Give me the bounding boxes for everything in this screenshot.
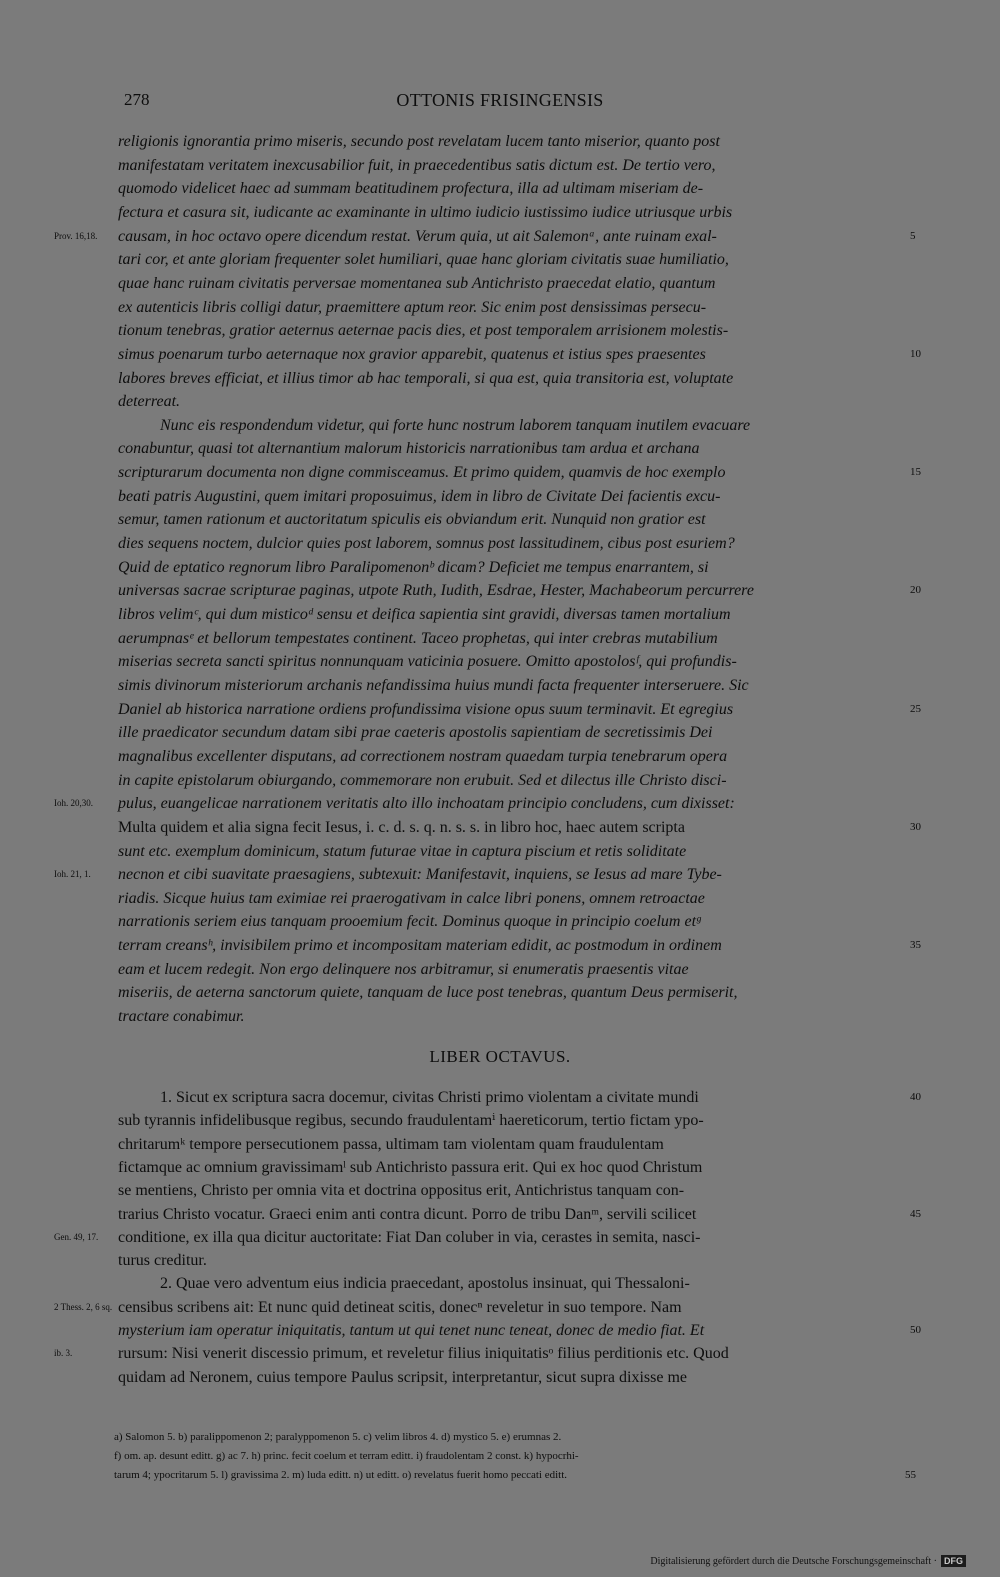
line-text: dies sequens noctem, dulcior quies post laborem, somnus post lassitudinem, cibus post esuriem? xyxy=(118,535,735,553)
line-text: terram creansʰ, invisibilem primo et incompositam materiam edidit, ac postmodum in ordinem xyxy=(118,937,722,955)
line-text: magnalibus excellenter disputans, ad correctionem nostram quaedam turpia tenebrarum opera xyxy=(118,747,728,765)
line-text: tractare conabimur. xyxy=(118,1008,245,1026)
line-text: sunt etc. exemplum dominicum, statum futurae vitae in captura piscium et retis soliditate xyxy=(118,842,687,860)
text-line xyxy=(0,225,1000,248)
text-line xyxy=(0,1366,1000,1389)
text-line xyxy=(0,934,1000,957)
line-text: universas sacrae scripturae paginas, utpote Ruth, Iudith, Esdrae, Hester, Machabeorum percurrere xyxy=(118,582,754,600)
line-text: trarius Christo vocatur. Graeci enim anti contra dicunt. Porro de tribu Danᵐ, servili scilicet xyxy=(118,1205,697,1223)
line-number: 50 xyxy=(910,1324,921,1336)
line-text: manifestatam veritatem inexcusabilior fuit, in praecedentibus satis dictum est. De tertio vero, xyxy=(118,156,716,174)
margin-reference: Ioh. 20,30. xyxy=(54,798,93,809)
line-number: 10 xyxy=(910,347,921,360)
text-line xyxy=(0,863,1000,886)
line-text: tari cor, et ante gloriam frequenter solet humiliari, quae hanc gloriam civitatis suae humiliatio, xyxy=(118,251,729,269)
line-text: fictamque ac omnium gravissimamˡ sub Antichristo passura erit. Qui ex hoc quod Christum xyxy=(118,1158,703,1176)
text-line xyxy=(0,1296,1000,1319)
margin-reference: Ioh. 21, 1. xyxy=(54,869,91,880)
text-line xyxy=(0,1319,1000,1342)
text-line xyxy=(0,1272,1000,1295)
line-text: eam et lucem redegit. Non ergo delinquere nos arbitramur, si enumeratis praesentis vitae xyxy=(118,960,689,978)
line-text: tionum tenebras, gratior aeternus aeternae pacis dies, et post temporalem arrisionem molestis- xyxy=(118,322,729,340)
text-line xyxy=(0,1086,1000,1109)
running-head: OTTONIS FRISINGENSIS xyxy=(396,90,604,110)
line-text: 1. Sicut ex scriptura sacra docemur, civitas Christi primo violentam a civitate mundi xyxy=(160,1089,699,1106)
line-text: fectura et casura sit, iudicante ac examinante in ultimo iudicio iustissimo iudice utriusque urbis xyxy=(118,203,733,221)
text-line xyxy=(0,390,1000,413)
line-text: miseriis, de aeterna sanctorum quiete, tanquam de luce post tenebras, quantum Deus permiserit, xyxy=(118,984,738,1002)
text-line xyxy=(0,130,1000,153)
line-text: conabuntur, quasi tot alternantium malorum historicis narrationibus tam ardua et archana xyxy=(118,440,700,458)
text-line xyxy=(0,556,1000,579)
line-text: 2. Quae vero adventum eius indicia praecedant, apostolus insinuat, qui Thessaloni- xyxy=(160,1275,690,1293)
line-text: libros velimᶜ, qui dum misticoᵈ sensu et deifica sapientia sint gravidi, diversas tamen mortalium xyxy=(118,606,731,623)
text-line xyxy=(0,437,1000,460)
line-text: labores breves efficiat, et illius timor ab hac temporali, si qua est, quia transitoria est, voluptate xyxy=(118,369,734,387)
line-number: 5 xyxy=(910,229,916,242)
margin-reference: Gen. 49, 17. xyxy=(54,1231,99,1242)
line-text: ille praedicator secundum datam sibi prae caeteris apostolis sapientiam de secretissimis Dei xyxy=(118,724,713,742)
dfg-logo: DFG xyxy=(941,1555,966,1567)
footnote-line: tarum 4; ypocritarum 5. l) gravissima 2. m) luda editt. n) ut editt. o) revelatus fuerit homo peccati editt. xyxy=(114,1469,568,1481)
line-text: se mentiens, Christo per omnia vita et doctrina oppositus erit, Antichristus tanquam con- xyxy=(118,1182,685,1200)
line-number: 40 xyxy=(910,1091,921,1103)
text-line xyxy=(0,414,1000,437)
text-line xyxy=(0,508,1000,531)
line-text: mysterium iam operatur iniquitatis, tantum ut qui tenet nunc teneat, donec de medio fiat. Et xyxy=(118,1322,705,1339)
line-number: 45 xyxy=(910,1207,921,1220)
line-text: turus creditur. xyxy=(118,1252,207,1270)
text-line xyxy=(0,319,1000,342)
margin-reference: 2 Thess. 2, 6 sq. xyxy=(54,1301,113,1312)
line-text: ex autenticis libris colligi datur, praemittere aptum reor. Sic enim post densissimas persecu- xyxy=(118,298,707,316)
text-line xyxy=(0,887,1000,910)
line-text: simis divinorum misteriorum archanis nefandissima huius mundi facta frequenter interseruere. Sic xyxy=(118,676,749,694)
line-text: in capite epistolarum obiurgando, commemorare non erubuit. Sed et dilectus ille Christo disci- xyxy=(118,771,727,789)
text-line xyxy=(0,154,1000,177)
text-line xyxy=(0,579,1000,602)
text-line xyxy=(0,201,1000,224)
line-text: beati patris Augustini, quem imitari proposuimus, idem in libro de Civitate Dei facientis excu- xyxy=(118,487,721,505)
line-number: 55 xyxy=(905,1469,916,1481)
line-text: riadis. Sicque huius tam eximiae rei praerogativam in calce libri ponens, omnem retroactae xyxy=(118,889,705,907)
line-number: 35 xyxy=(910,939,921,952)
text-line xyxy=(0,1005,1000,1028)
text-line xyxy=(0,698,1000,721)
line-text: sub tyrannis infidelibusque regibus, secundo fraudulentamⁱ haereticorum, tertio fictam ypo- xyxy=(118,1112,704,1130)
page-number: 278 xyxy=(124,90,150,109)
line-number: 20 xyxy=(910,584,921,597)
text-line xyxy=(0,1133,1000,1156)
line-text: miserias secreta sancti spiritus nonnunquam vaticinia posuere. Omitto apostolosᶠ, qui profundis- xyxy=(118,653,737,671)
text-line xyxy=(0,485,1000,508)
text-line xyxy=(0,840,1000,863)
line-text: censibus scribens ait: Et nunc quid detineat scitis, donecⁿ reveletur in suo tempore. Nam xyxy=(118,1298,682,1316)
text-line xyxy=(0,674,1000,697)
line-text: rursum: Nisi venerit discessio primum, et reveletur filius iniquitatisᵒ filius perditionis etc. Quod xyxy=(118,1345,729,1363)
text-line xyxy=(0,792,1000,815)
line-text: aerumpnasᵉ et bellorum tempestates continent. Taceo prophetas, qui inter crebras mutabilium xyxy=(118,629,718,647)
margin-reference: ib. 3. xyxy=(54,1348,73,1359)
margin-reference: Prov. 16,18. xyxy=(54,230,98,241)
line-text: semur, tamen rationum et auctoritatum spiculis eis obviandum erit. Nunquid non gratior est xyxy=(118,511,706,529)
line-text: pulus, euangelicae narrationem veritatis alto illo inchoatam principio concludens, cum dixisset: xyxy=(118,795,735,813)
text-line xyxy=(0,1342,1000,1365)
liber-title: LIBER OCTAVUS. xyxy=(429,1047,571,1066)
text-line xyxy=(0,532,1000,555)
text-line xyxy=(0,745,1000,768)
line-number: 15 xyxy=(910,466,921,479)
line-text: religionis ignorantia primo miseris, secundo post revelatam lucem tanto miserior, quanto post xyxy=(118,133,720,150)
text-line xyxy=(0,769,1000,792)
line-text: quomodo videlicet haec ad summam beatitudinem profectura, illa ad ultimam miseriam de- xyxy=(118,180,704,198)
text-line xyxy=(0,910,1000,933)
line-text: causam, in hoc octavo opere dicendum restat. Verum quia, ut ait Salemonᵃ, ante ruinam exal- xyxy=(118,227,717,245)
text-line xyxy=(0,272,1000,295)
text-line xyxy=(0,650,1000,673)
line-text: Quid de eptatico regnorum libro Paralipomenonᵇ dicam? Deficiet me tempus enarrantem, si xyxy=(118,558,709,576)
text-line xyxy=(0,816,1000,839)
footnote-line: a) Salomon 5. b) paralippomenon 2; paralyppomenon 5. c) velim libros 4. d) mystico 5. e) erumnas 2. xyxy=(114,1431,562,1443)
text-line xyxy=(0,461,1000,484)
text-line xyxy=(0,1179,1000,1202)
digitization-credit xyxy=(650,1555,966,1567)
text-line xyxy=(0,721,1000,744)
footnote-line: f) om. ap. desunt editt. g) ac 7. h) princ. fecit coelum et terram editt. i) fraudolentam 2 const. k) hypocrhi- xyxy=(114,1450,579,1462)
text-line xyxy=(0,627,1000,650)
line-text: scripturarum documenta non digne commisceamus. Et primo quidem, quamvis de hoc exemplo xyxy=(118,464,726,482)
line-text: deterreat. xyxy=(118,393,181,411)
line-text: Nunc eis respondendum videtur, qui forte hunc nostrum laborem tanquam inutilem evacuare xyxy=(160,416,751,434)
text-line xyxy=(0,1226,1000,1249)
text-line xyxy=(0,1156,1000,1179)
text-line xyxy=(0,367,1000,390)
line-text: Multa quidem et alia signa fecit Iesus, i. c. d. s. q. n. s. s. in libro hoc, haec autem scripta xyxy=(118,818,685,836)
text-line xyxy=(0,603,1000,626)
text-line xyxy=(0,343,1000,366)
line-text: narrationis seriem eius tanquam prooemium fecit. Dominus quoque in principio coelum etᵍ xyxy=(118,913,701,931)
line-text: Daniel ab historica narratione ordiens profundissima visione opus suum terminavit. Et egregius xyxy=(118,700,734,718)
credit-text: Digitalisierung gefördert durch die Deutsche Forschungsgemeinschaft · xyxy=(650,1555,937,1567)
line-text: quae hanc ruinam civitatis perversae momentanea sub Antichristo praecedat elatio, quantum xyxy=(118,274,716,292)
text-line xyxy=(0,296,1000,319)
text-line xyxy=(0,1109,1000,1132)
line-number: 25 xyxy=(910,702,921,715)
text-line xyxy=(0,981,1000,1004)
text-line xyxy=(0,1203,1000,1226)
line-text: conditione, ex illa qua dicitur auctoritate: Fiat Dan coluber in via, cerastes in semita, nasci- xyxy=(118,1228,701,1246)
line-text: chritarumᵏ tempore persecutionem passa, ultimam tam violentam quam fraudulentam xyxy=(118,1135,664,1153)
line-text: necnon et cibi suavitate praesagiens, subtexuit: Manifestavit, inquiens, se Iesus ad mare Tybe- xyxy=(118,866,722,884)
text-line xyxy=(0,248,1000,271)
line-text: quidam ad Neronem, cuius tempore Paulus scripsit, interpretantur, sicut supra dixisse me xyxy=(118,1368,688,1386)
text-line xyxy=(0,1249,1000,1272)
line-text: simus poenarum turbo aeternaque nox gravior apparebit, quatenus et istius spes praesentes xyxy=(118,345,706,363)
text-line xyxy=(0,177,1000,200)
line-number: 30 xyxy=(910,820,921,833)
text-line xyxy=(0,958,1000,981)
